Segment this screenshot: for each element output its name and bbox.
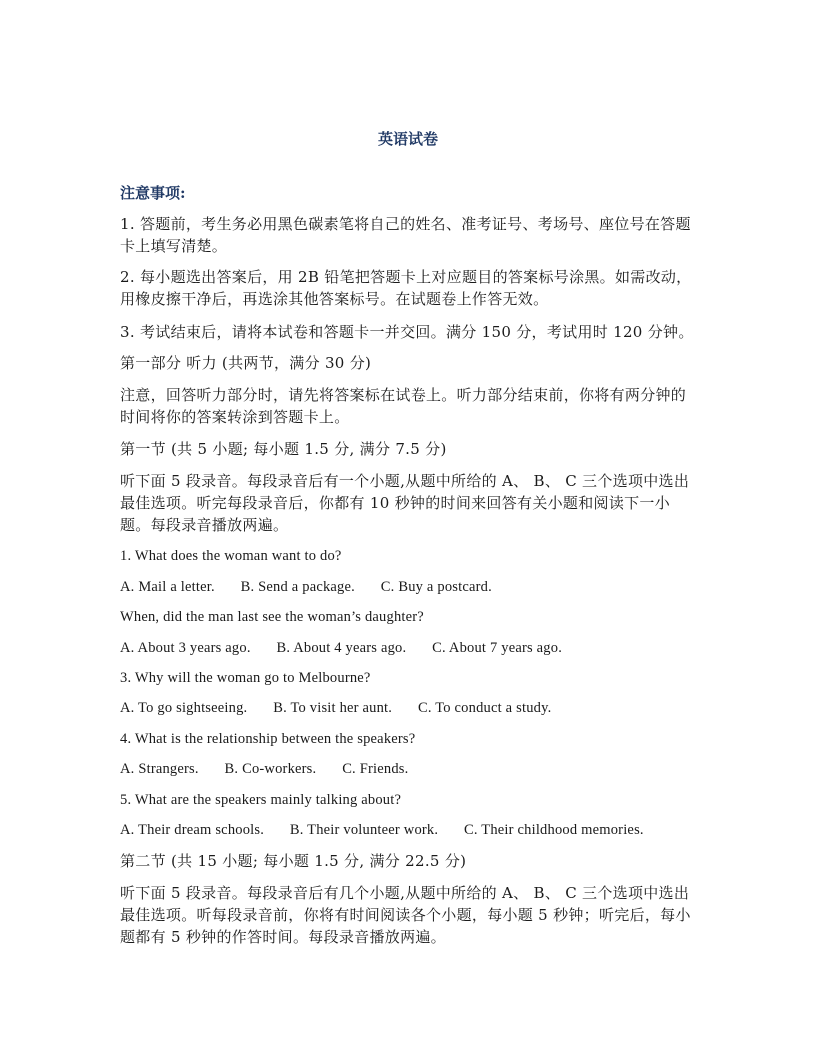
notice-item-3: 3. 考试结束后，请将本试卷和答题卡一并交回。满分 150 分，考试用时 120 分钟。 [120,323,694,341]
section2-heading: 第二节 (共 15 小题; 每小题 1.5 分, 满分 22.5 分) [120,852,467,870]
notice-heading: 注意事项: [120,184,186,202]
option-a: A. Strangers. [120,761,199,777]
notice-item-2: 2. 每小题选出答案后，用 2B 铅笔把答题卡上对应题目的答案标号涂黑。如需改动，用橡皮擦干净后，再选涂其他答案标号。在试题卷上作答无效。 [120,268,692,308]
section1-heading: 第一节 (共 5 小题; 每小题 1.5 分, 满分 7.5 分) [120,440,447,458]
option-b: B. Their volunteer work. [289,822,439,838]
page-title: 英语试卷 [377,130,438,148]
section1-instructions: 听下面 5 段录音。每段录音后有一个小题,从题中所给的 A、 B、 C 三个选项中选出最佳选项。听完每段录音后，你都有 10 秒钟的时间来回答有关小题和阅读下一小题。每段录音播放两遍。 [120,472,690,534]
option-c: C. To conduct a study. [417,700,552,716]
question-4-options [120,759,700,779]
question-2: When, did the man last see the woman’s daughter? [120,609,424,625]
part1-heading: 第一部分 听力 (共两节，满分 30 分) [120,354,372,372]
question-3-options [120,698,700,718]
question-5-options [120,820,700,840]
question-2-options [120,638,700,658]
question-5: 5. What are the speakers mainly talking about? [120,792,402,808]
option-c: C. About 7 years ago. [432,640,563,656]
option-a: A. Their dream schools. [120,822,265,838]
part1-note: 注意，回答听力部分时，请先将答案标在试卷上。听力部分结束前，你将有两分钟的时间将你的答案转涂到答题卡上。 [120,386,687,426]
option-b: B. About 4 years ago. [276,640,407,656]
option-c: C. Buy a postcard. [380,579,492,595]
option-c: C. Friends. [342,761,409,777]
option-b: B. To visit her aunt. [273,700,393,716]
option-c: C. Their childhood memories. [464,822,644,838]
option-a: A. Mail a letter. [120,579,215,595]
option-a: A. To go sightseeing. [120,700,248,716]
notice-item-1: 1. 答题前，考生务必用黑色碳素笔将自己的姓名、准考证号、考场号、座位号在答题卡上填写清楚。 [120,215,691,255]
section2-instructions: 听下面 5 段录音。每段录音后有几个小题,从题中所给的 A、 B、 C 三个选项中选出最佳选项。听每段录音前，你将有时间阅读各个小题，每小题 5 秒钟；听完后，每小题都有 5 秒钟的作答时间。每段录音播放两遍。 [120,884,691,946]
question-1-options [120,577,700,597]
option-b: B. Co-workers. [224,761,317,777]
question-1: 1. What does the woman want to do? [120,548,342,564]
question-4: 4. What is the relationship between the speakers? [120,731,416,747]
option-a: A. About 3 years ago. [120,640,251,656]
option-b: B. Send a package. [240,579,355,595]
question-3: 3. Why will the woman go to Melbourne? [120,670,371,686]
